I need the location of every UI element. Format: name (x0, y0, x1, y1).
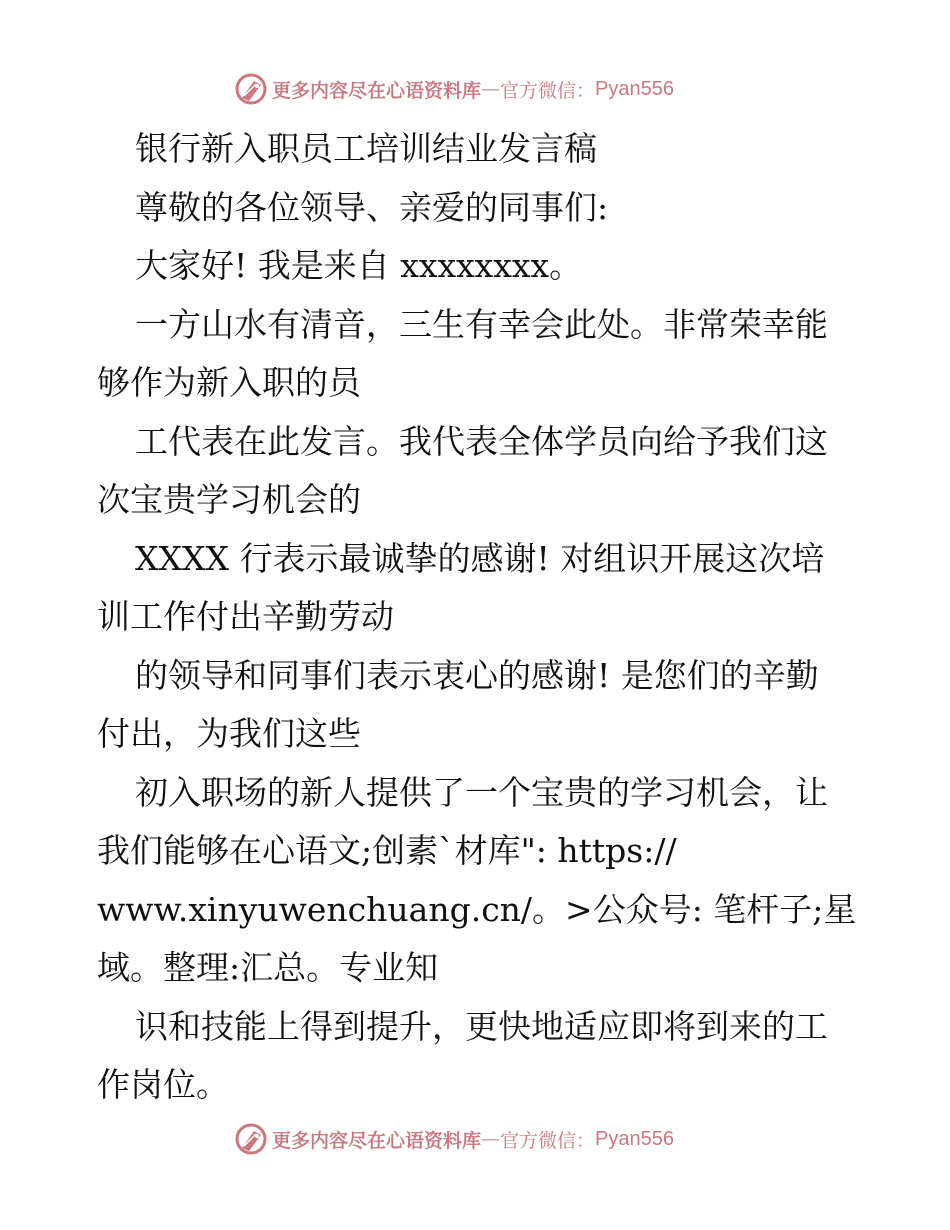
paragraph-line: 作岗位。 (97, 1065, 229, 1104)
paragraph-line: 够作为新入职的员 (97, 363, 361, 402)
paragraph-line: 训工作付出辛勤劳动 (97, 597, 394, 636)
paragraph-line: 识和技能上得到提升，更快地适应即将到来的工 (135, 1006, 828, 1046)
pen-nib-logo-icon (234, 1122, 268, 1156)
banner-wechat-id: Pyan556 (595, 1127, 674, 1150)
banner-official-label: 官方微信： (500, 79, 596, 102)
document-body (97, 120, 857, 1115)
header-watermark-banner (234, 72, 674, 106)
paragraph-line: 付出，为我们这些 (97, 714, 361, 753)
paragraph-line: 大家好! 我是来自 xxxxxxxx。 (135, 246, 583, 285)
banner-main-text: 更多内容尽在心语资料库 (272, 79, 482, 102)
banner-wechat-id: Pyan556 (595, 77, 674, 100)
paragraph-line: 工代表在此发言。我代表全体学员向给予我们这 (135, 421, 828, 461)
banner-official-label: 官方微信： (500, 1129, 596, 1152)
footer-watermark-banner (234, 1122, 674, 1156)
paragraph-line: 次宝贵学习机会的 (97, 480, 361, 519)
paragraph-line: 初入职场的新人提供了一个宝贵的学习机会，让 (135, 772, 828, 812)
paragraph-line: 的领导和同事们表示衷心的感谢! 是您们的辛勤 (135, 655, 819, 695)
banner-dash: — (481, 1128, 501, 1150)
paragraph-line: 我们能够在心语文;创素`材库": https:// (97, 831, 677, 870)
banner-main-text: 更多内容尽在心语资料库 (272, 1129, 482, 1152)
paragraph-line: XXXX 行表示最诚挚的感谢! 对组识开展这次培 (135, 538, 825, 578)
paragraph-line: 一方山水有清音，三生有幸会此处。非常荣幸能 (135, 304, 828, 344)
banner-dash: — (481, 78, 501, 100)
pen-nib-logo-icon (234, 72, 268, 106)
salutation: 尊敬的各位领导、亲爱的同事们: (135, 187, 609, 227)
document-title: 银行新入职员工培训结业发言稿 (135, 129, 597, 168)
paragraph-line: www.xinyuwenchuang.cn/。>公众号: 笔杆子;星 (97, 889, 857, 929)
paragraph-line: 域。整理:汇总。专业知 (97, 948, 439, 987)
